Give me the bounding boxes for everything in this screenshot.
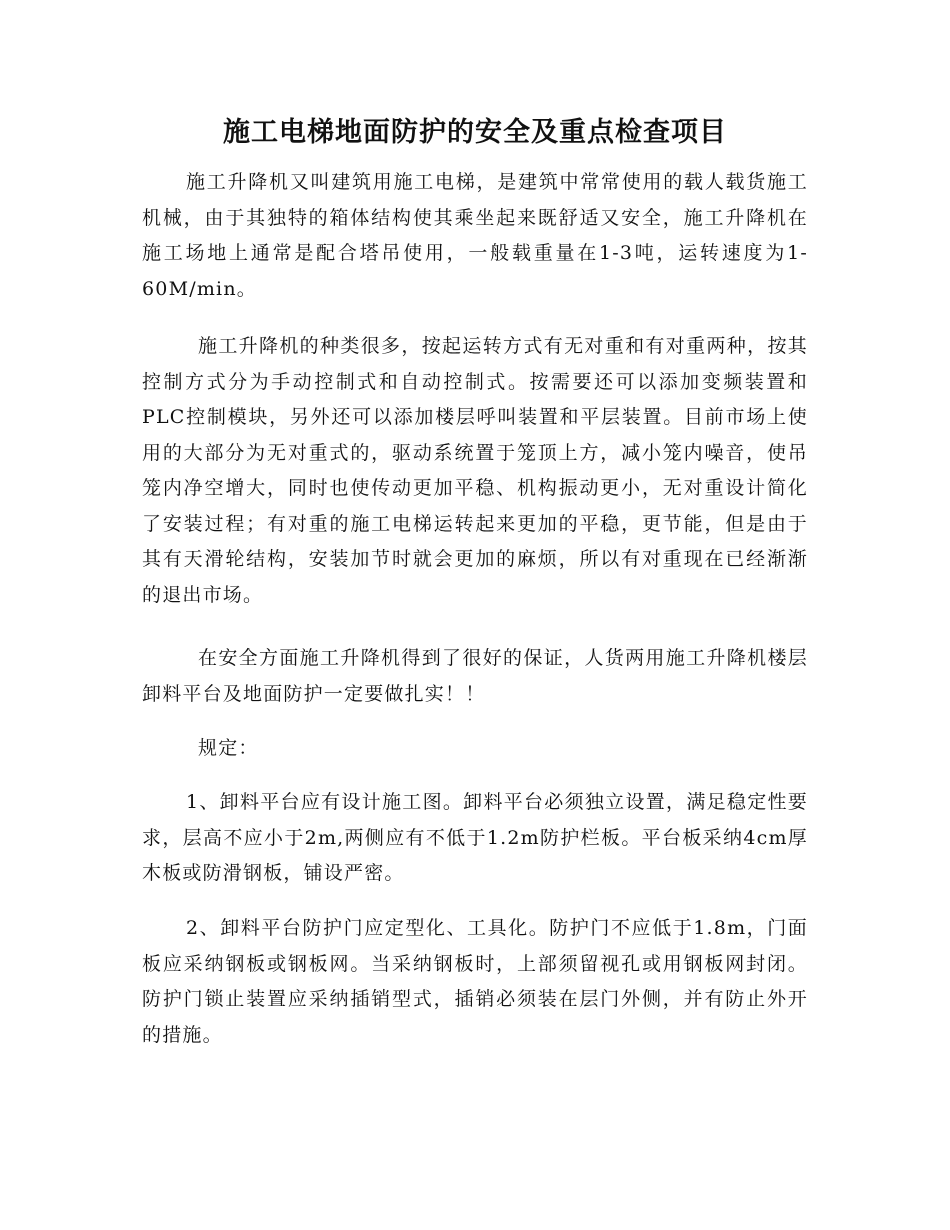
paragraph-intro: 施工升降机又叫建筑用施工电梯，是建筑中常常使用的载人载货施工机械，由于其独特的箱体结构使其乘坐起来既舒适又安全，施工升降机在施工场地上通常是配合塔吊使用，一般载重量在1-3吨，运转速度为1-60M/min。: [142, 171, 808, 300]
paragraph-rules-heading: 规定：: [198, 737, 259, 759]
paragraph-types: 施工升降机的种类很多，按起运转方式有无对重和有对重两种，按其控制方式分为手动控制式和自动控制式。按需要还可以添加变频装置和PLC控制模块，另外还可以添加楼层呼叫装置和平层装置。目前市场上使用的大部分为无对重式的，驱动系统置于笼顶上方，减小笼内噪音，使吊笼内净空增大，同时也使传动更加平稳、机构振动更小，无对重设计简化了安装过程；有对重的施工电梯运转起来更加的平稳，更节能，但是由于其有天滑轮结构，安装加节时就会更加的麻烦，所以有对重现在已经渐渐的退出市场。: [142, 335, 808, 606]
paragraph-rule-1: 1、卸料平台应有设计施工图。卸料平台必须独立设置，满足稳定性要求，层高不应小于2m,两侧应有不低于1.2m防护栏板。平台板采纳4cm厚木板或防滑钢板，铺设严密。: [142, 791, 808, 884]
paragraph-safety: 在安全方面施工升降机得到了很好的保证，人货两用施工升降机楼层卸料平台及地面防护一定要做扎实！！: [142, 647, 808, 705]
document-title: 施工电梯地面防护的安全及重点检查项目: [223, 117, 727, 148]
paragraph-rule-2: 2、卸料平台防护门应定型化、工具化。防护门不应低于1.8m，门面板应采纳钢板或钢板网。当采纳钢板时，上部须留视孔或用钢板网封闭。防护门锁止装置应采纳插销型式，插销必须装在层门外侧，并有防止外开的措施。: [142, 917, 808, 1046]
